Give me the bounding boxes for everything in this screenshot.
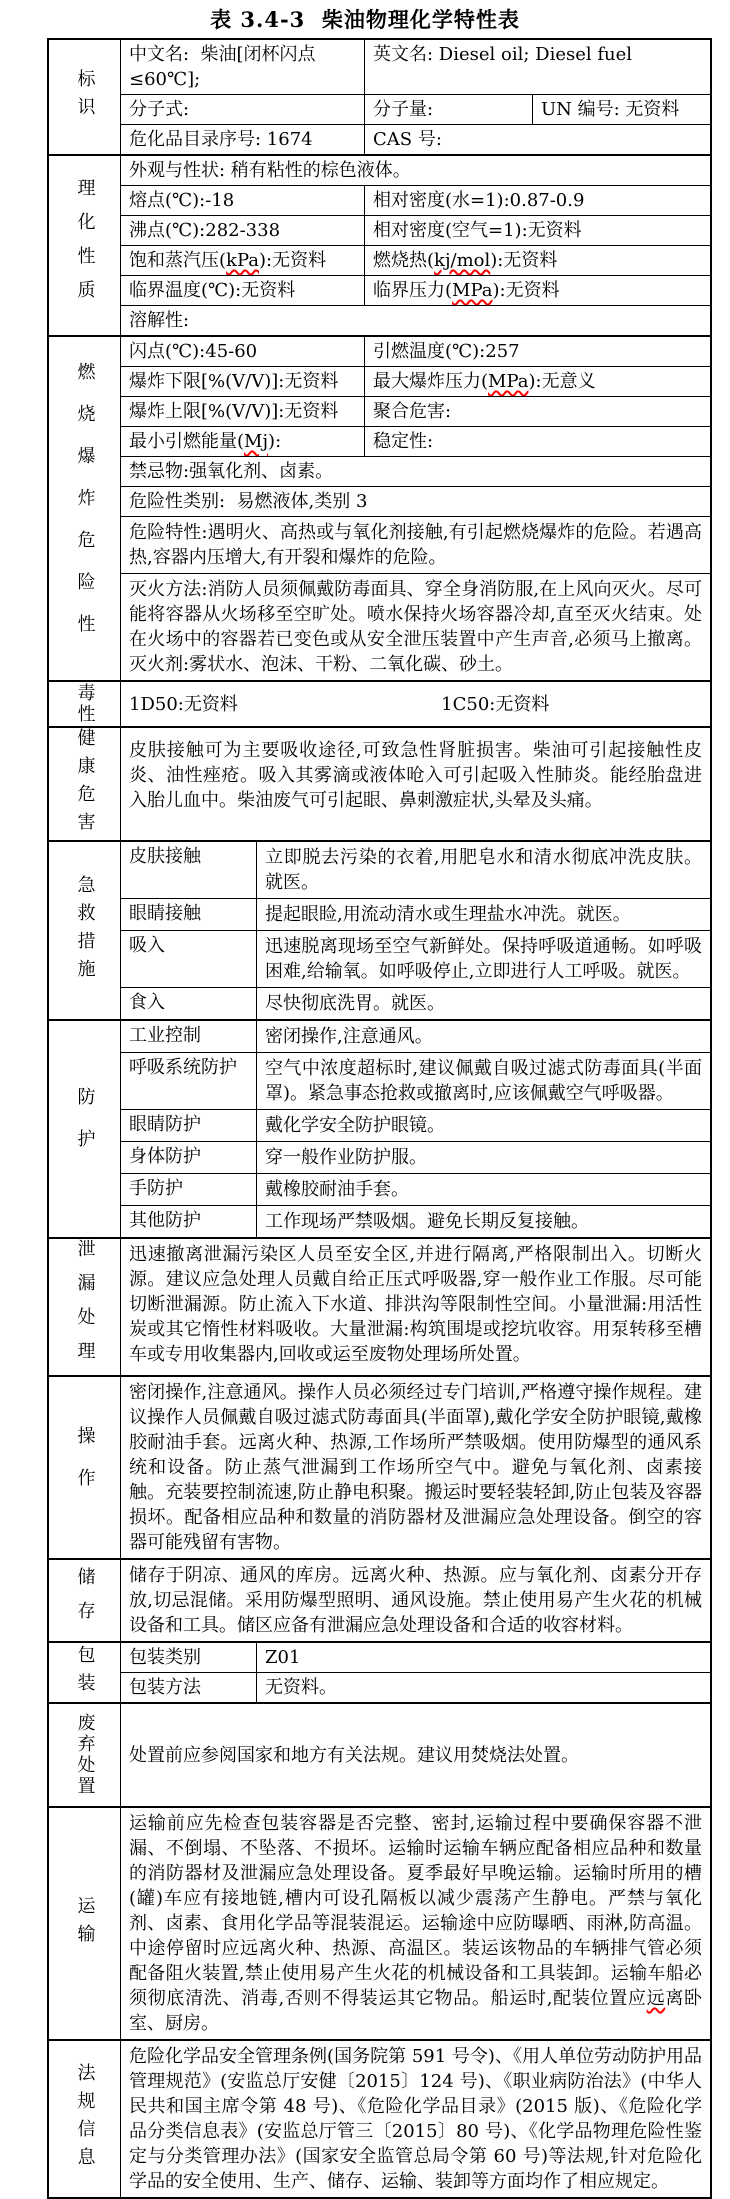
field-text: ): <box>268 431 282 452</box>
cell-polymerization: 聚合危害: <box>364 397 710 426</box>
cell-critical-temp: 临界温度(℃):无资料 <box>129 280 296 301</box>
row-incompatibles <box>121 456 710 486</box>
cell-field-name: 食入 <box>129 992 165 1013</box>
section-label-text: 泄漏处理 <box>74 1239 96 1375</box>
section-health <box>49 726 710 840</box>
row-leakage <box>121 1239 710 1370</box>
field-text: ):无资料 <box>492 280 560 301</box>
row-engineering-control <box>121 1021 710 1052</box>
cell-combustion-heat <box>364 246 710 275</box>
row-formula <box>121 94 710 124</box>
row-skin-contact <box>121 842 710 898</box>
row-hazard-class <box>121 486 710 516</box>
row-storage <box>121 1560 710 1641</box>
cell-cas-number: CAS 号: <box>364 125 710 154</box>
cell-hazard-class: 危险性类别: 易燃液体,类别 3 <box>129 491 368 512</box>
chemical-spec-table <box>47 38 712 2199</box>
section-label-text: 毒性 <box>74 683 96 725</box>
section-label-first-aid <box>49 842 121 1019</box>
cell-health-hazards: 皮肤接触可为主要吸收途径,可致急性肾脏损害。柴油可引起接触性皮炎、油性痤疮。吸入其雾滴或液体呛入可引起吸入性肺炎。能经胎盘进入胎儿血中。柴油废气可引起眼、鼻刺激症状,头晕及头痛。 <box>129 740 702 811</box>
section-transport <box>49 1806 710 2039</box>
section-storage <box>49 1558 710 1641</box>
cell-field-desc: 提起眼睑,用流动清水或生理盐水冲洗。就医。 <box>256 899 710 930</box>
section-regulations <box>49 2039 710 2197</box>
row-body-protection <box>121 1141 710 1173</box>
field-text: 离卧室、厨房。 <box>129 1988 703 2034</box>
cell-field-desc: 迅速脱离现场至空气新鲜处。保持呼吸道通畅。如呼吸困难,给输氧。如呼吸停止,立即进行人工呼吸。就医。 <box>256 931 710 987</box>
row-melting-density <box>121 185 710 215</box>
cell-hazard-traits: 危险特性:遇明火、高热或与氧化剂接触,有引起燃烧爆炸的危险。若遇高热,容器内压增大,有开裂和爆炸的危险。 <box>129 522 702 568</box>
row-handling <box>121 1377 710 1558</box>
cell-field-desc: 工作现场严禁吸烟。避免长期反复接触。 <box>256 1206 710 1237</box>
row-other-protection <box>121 1205 710 1237</box>
cell-solubility: 溶解性: <box>129 310 190 331</box>
row-names <box>121 40 710 94</box>
section-packaging <box>49 1641 710 1702</box>
row-eye-contact <box>121 898 710 930</box>
row-packaging-class <box>121 1643 710 1672</box>
field-text: ):无资料 <box>490 250 558 271</box>
spellcheck-flagged-unit: MPa <box>452 280 493 301</box>
section-label-toxicity <box>49 682 121 726</box>
cell-regulation-info: 危险化学品安全管理条例(国务院第 591 号令)、《用人单位劳动防护用品管理规范》(安监总厅安健〔2015〕124 号)、《职业病防治法》(中华人民共和国主席令第 48 号)、《危险化学品目录》(2015 版)、《危险化学品分类信息表》(安监总厅管三〔2015〕80 号)、《化学品物理危险性鉴定与分类管理办法》(国家安全监管总局令第 60 号)等法规,针对危险化学品的安全使用、生产、储存、运输、装卸等方面均作了相应规定。 <box>129 2046 702 2192</box>
section-label-disposal <box>49 1704 121 1806</box>
row-uel-poly <box>121 396 710 426</box>
section-label-text: 法规信息 <box>74 2063 96 2175</box>
cell-ld50: 1D50:无资料 <box>129 693 238 715</box>
cell-explosion-lower: 爆炸下限[%(V/V)]:无资料 <box>129 371 339 392</box>
row-catalog <box>121 124 710 154</box>
cell-field-desc: 空气中浓度超标时,建议佩戴自吸过滤式防毒面具(半面罩)。紧急事态抢救或撤离时,应该佩戴空气呼吸器。 <box>256 1053 710 1109</box>
section-label-text: 理化性质 <box>74 177 96 314</box>
row-solubility <box>121 305 710 335</box>
page-title: 表 3.4-3 柴油物理化学特性表 <box>210 7 520 32</box>
cell-field-desc: 立即脱去污染的衣着,用肥皂水和清水彻底冲洗皮肤。就医。 <box>256 842 710 898</box>
cell-field-name: 工业控制 <box>129 1025 201 1046</box>
cell-field-desc: 戴橡胶耐油手套。 <box>256 1174 710 1205</box>
row-toxicity <box>121 682 710 726</box>
section-label-text: 操作 <box>74 1425 96 1510</box>
row-ingestion <box>121 987 710 1019</box>
row-fire-fighting <box>121 573 710 680</box>
row-regulations <box>121 2041 710 2197</box>
section-first-aid <box>49 840 710 1019</box>
section-label-text: 储存 <box>74 1566 96 1635</box>
row-lel-maxpress <box>121 366 710 396</box>
cell-field-name: 包装类别 <box>129 1647 201 1668</box>
cell-rel-density-air: 相对密度(空气=1):无资料 <box>364 216 710 245</box>
cell-field-name: 吸入 <box>129 935 165 956</box>
cell-english-name: 英文名: Diesel oil; Diesel fuel <box>364 40 710 94</box>
cell-field-name: 眼睛防护 <box>129 1114 201 1135</box>
row-critical <box>121 275 710 305</box>
cell-field-desc: 密闭操作,注意通风。 <box>256 1021 710 1052</box>
section-label-text: 运输 <box>74 1895 96 1952</box>
section-label-storage <box>49 1560 121 1641</box>
cell-vapor-pressure <box>121 246 364 275</box>
spellcheck-flagged-unit: Mj <box>244 431 269 452</box>
section-fire-explosion <box>49 335 710 680</box>
section-label-regulations <box>49 2041 121 2197</box>
cell-field-name: 手防护 <box>129 1178 183 1199</box>
spellcheck-flagged-unit: kPa <box>226 250 259 271</box>
field-text: 最小引燃能量( <box>129 431 245 452</box>
section-label-handling <box>49 1377 121 1558</box>
cell-melting-point: 熔点(℃):-18 <box>129 190 235 211</box>
cell-explosion-upper: 爆炸上限[%(V/V)]:无资料 <box>129 401 339 422</box>
section-physchem <box>49 154 710 335</box>
field-text: 燃烧热( <box>373 250 435 271</box>
cell-boiling-point: 沸点(℃):282-338 <box>129 220 281 241</box>
row-hand-protection <box>121 1173 710 1205</box>
cell-lc50: 1C50:无资料 <box>441 693 550 715</box>
section-identification <box>49 40 710 154</box>
cell-min-ignition-energy <box>121 427 364 456</box>
row-hazard-traits <box>121 516 710 573</box>
cell-rel-density-water: 相对密度(水=1):0.87-0.9 <box>364 186 710 215</box>
row-packaging-method <box>121 1672 710 1702</box>
row-appearance <box>121 156 710 185</box>
section-label-text: 包装 <box>74 1644 96 1701</box>
cell-field-name: 身体防护 <box>129 1146 201 1167</box>
row-flash-ignition <box>121 337 710 366</box>
cell-handling-precautions: 密闭操作,注意通风。操作人员必须经过专门培训,严格遵守操作规程。建议操作人员佩戴自吸过滤式防毒面具(半面罩),戴化学安全防护眼镜,戴橡胶耐油手套。远离火种、热源,工作场所严禁吸烟。使用防爆型的通风系统和设备。防止蒸气泄漏到工作场所空气中。避免与氧化剂、卤素接触。充装要控制流速,防止静电积聚。搬运时要轻装轻卸,防止包装及容器损坏。配备相应品种和数量的消防器材及泄漏应急处理设备。倒空的容器可能残留有害物。 <box>129 1382 702 1553</box>
field-text: 临界压力( <box>373 280 453 301</box>
section-label-text: 燃烧爆炸危险性 <box>74 361 96 656</box>
cell-molecular-formula: 分子式: <box>129 99 190 120</box>
section-label-text: 标识 <box>74 69 96 125</box>
field-text: ):无意义 <box>528 371 596 392</box>
section-disposal <box>49 1702 710 1806</box>
section-label-protection <box>49 1021 121 1237</box>
cell-un-number: UN 编号: 无资料 <box>532 95 710 124</box>
cell-field-desc: 穿一般作业防护服。 <box>256 1142 710 1173</box>
cell-storage-precautions: 储存于阴凉、通风的库房。远离火种、热源。应与氧化剂、卤素分开存放,切忌混储。采用防爆型照明、通风设施。禁止使用易产生火花的机械设备和工具。储区应备有泄漏应急处理设备和合适的收容材料。 <box>129 1565 702 1636</box>
section-label-text: 急救措施 <box>74 874 96 987</box>
spellcheck-flagged-unit: kj/mol <box>434 250 491 271</box>
row-vapor-heat <box>121 245 710 275</box>
cell-field-name: 其他防护 <box>129 1210 201 1231</box>
section-label-transport <box>49 1808 121 2039</box>
spellcheck-flagged-unit: MPa <box>488 371 529 392</box>
row-respiratory-protection <box>121 1052 710 1109</box>
cell-leakage-handling: 迅速撤离泄漏污染区人员至安全区,并进行隔离,严格限制出入。切断火源。建议应急处理人员戴自给正压式呼吸器,穿一般作业工作服。尽可能切断泄漏源。防止流入下水道、排洪沟等限制性空间。小量泄漏:用活性炭或其它惰性材料吸收。大量泄漏:构筑围堤或挖坑收容。用泵转移至槽车或专用收集器内,回收或运至废物处理场所处置。 <box>129 1244 702 1365</box>
cell-catalog-number: 危化品目录序号: 1674 <box>129 129 313 150</box>
section-label-health <box>49 728 121 840</box>
cell-flash-point: 闪点(℃):45-60 <box>129 341 258 362</box>
section-handling <box>49 1375 710 1558</box>
spellcheck-flagged-word: 远 <box>646 1988 666 2009</box>
section-label-text: 健康危害 <box>74 728 96 840</box>
cell-ignition-temp: 引燃温度(℃):257 <box>364 337 710 366</box>
cell-stability: 稳定性: <box>364 427 710 456</box>
cell-field-name: 包装方法 <box>129 1677 201 1698</box>
row-health <box>121 728 710 828</box>
section-toxicity <box>49 680 710 726</box>
section-label-leakage <box>49 1239 121 1375</box>
section-protection <box>49 1019 710 1237</box>
cell-molecular-weight: 分子量: <box>364 95 532 124</box>
cell-field-desc: 无资料。 <box>256 1673 710 1702</box>
section-leakage <box>49 1237 710 1375</box>
cell-field-desc: Z01 <box>256 1643 710 1672</box>
section-label-physchem <box>49 156 121 335</box>
cell-field-desc: 戴化学安全防护眼镜。 <box>256 1110 710 1141</box>
cell-appearance: 外观与性状: 稍有粘性的棕色液体。 <box>129 160 411 181</box>
row-energy-stability <box>121 426 710 456</box>
row-boiling-density <box>121 215 710 245</box>
field-text: ):无资料 <box>258 250 327 271</box>
row-disposal <box>121 1704 710 1806</box>
section-label-packaging <box>49 1643 121 1702</box>
cell-disposal: 处置前应参阅国家和地方有关法规。建议用焚烧法处置。 <box>129 1744 579 1766</box>
row-transport <box>121 1808 710 2039</box>
cell-critical-pressure <box>364 276 710 305</box>
row-inhalation <box>121 930 710 987</box>
cell-field-name: 皮肤接触 <box>129 846 201 867</box>
section-label-fire-explosion <box>49 337 121 680</box>
section-label-identification <box>49 40 121 154</box>
cell-field-desc: 尽快彻底洗胃。就医。 <box>256 988 710 1019</box>
cell-field-name: 呼吸系统防护 <box>129 1057 237 1078</box>
cell-incompatibles: 禁忌物:强氧化剂、卤素。 <box>129 461 334 482</box>
field-text: 最大爆炸压力( <box>373 371 489 392</box>
cell-fire-fighting: 灭火方法:消防人员须佩戴防毒面具、穿全身消防服,在上风向灭火。尽可能将容器从火场移至空旷处。喷水保持火场容器冷却,直至灭火结束。处在火场中的容器若已变色或从安全泄压装置中产生声音,必须马上撤离。灭火剂:雾状水、泡沫、干粉、二氧化碳、砂土。 <box>129 579 702 675</box>
cell-max-explosion-pressure <box>364 367 710 396</box>
field-text: 运输前应先检查包装容器是否完整、密封,运输过程中要确保容器不泄漏、不倒塌、不坠落、不损坏。运输时运输车辆应配备相应品种和数量的消防器材及泄漏应急处理设备。夏季最好早晚运输。运输时所用的槽(罐)车应有接地链,槽内可设孔隔板以减少震荡产生静电。严禁与氧化剂、卤素、食用化学品等混装混运。运输途中应防曝晒、雨淋,防高温。中途停留时应远离火种、热源、高温区。装运该物品的车辆排气管必须配备阻火装置,禁止使用易产生火花的机械设备和工具装卸。运输车船必须彻底清洗、消毒,否则不得装运其它物品。船运时,配装位置应 <box>129 1813 702 2009</box>
section-label-text: 防护 <box>74 1087 96 1171</box>
section-label-text: 废弃处置 <box>74 1713 96 1797</box>
row-eye-protection <box>121 1109 710 1141</box>
cell-chinese-name: 中文名: 柴油[闭杯闪点≤60℃]; <box>129 44 316 90</box>
field-text: 饱和蒸汽压( <box>129 250 227 271</box>
cell-field-name: 眼睛接触 <box>129 903 201 924</box>
cell-transport-precautions <box>121 1808 710 2039</box>
